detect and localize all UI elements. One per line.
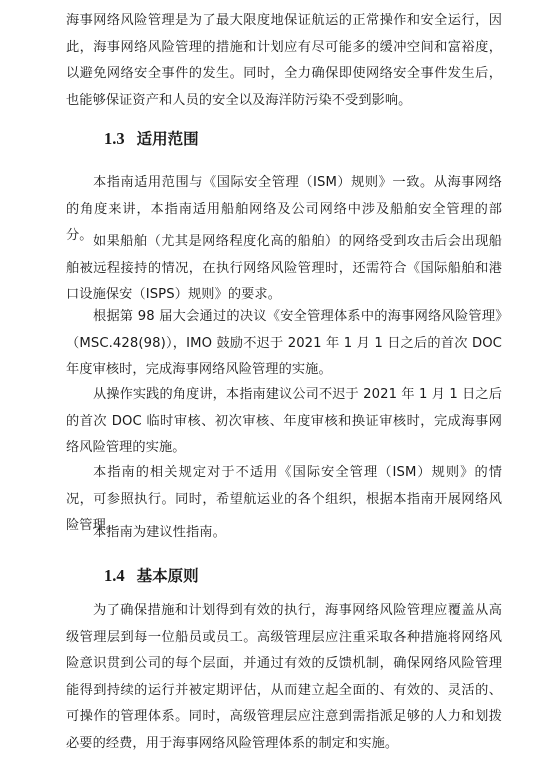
- paragraph-scope-isps: 如果船舶（尤其是网络程度化高的船舶）的网络受到攻击后会出现船舶被远程接持的情况，在执行网络风险管理时，还需符合《国际船舶和港口设施保安（ISPS）规则》的要求。: [66, 234, 502, 302]
- paragraph-non-ism-application: 本指南的相关规定对于不适用《国际安全管理（ISM）规则》的情况，可参照执行。同时，希望航运业的各个组织，根据本指南开展网络风险管理。: [66, 465, 502, 533]
- paragraph-risk-management-goal: 海事网络风险管理是为了最大限度地保证航运的正常操作和安全运行，因此，海事网络风险管理的措施和计划应有尽可能多的缓冲空间和富裕度，以避免网络安全事件的发生。同时，全力确保即使网络安全事件发生后，也能够保证资产和人员的安全以及海洋防污染不受到影响。: [66, 13, 502, 108]
- section-heading-basic-principles: [104, 564, 199, 588]
- paragraph-msc-resolution: 根据第 98 届大会通过的决议《安全管理体系中的海事网络风险管理》（MSC.428(98)），IMO 鼓励不迟于 2021 年 1 月 1 日之后的首次 DOC 年度审核时，完成海事网络风险管理的实施。: [66, 309, 502, 377]
- paragraph-management-principles: 为了确保措施和计划得到有效的执行，海事网络风险管理应覆盖从高级管理层到每一位船员或员工。高级管理层应注重采取各种措施将网络风险意识贯到公司的每个层面，并通过有效的反馈机制，确保网络风险管理能得到持续的运行并被定期评估，从而建立起全面的、有效的、灵活的、可操作的管理体系。同时，高级管理层应注意到需指派足够的人力和划拨必要的经费，用于海事网络风险管理体系的制定和实施。: [66, 603, 502, 751]
- section-title: 基本原则: [136, 567, 199, 585]
- section-title: 适用范围: [136, 130, 199, 148]
- section-number: 1.3: [104, 129, 125, 148]
- paragraph-doc-audit: 从操作实践的角度讲，本指南建议公司不迟于 2021 年 1 月 1 日之后的首次 DOC 临时审核、初次审核、年度审核和换证审核时，完成海事网络风险管理的实施。: [66, 387, 502, 455]
- section-heading-scope: [104, 127, 199, 151]
- section-number: 1.4: [104, 566, 125, 585]
- paragraph-scope-ism: 本指南适用范围与《国际安全管理（ISM）规则》一致。从海事网络的角度来讲，本指南适用船舶网络及公司网络中涉及船舶安全管理的部分。: [66, 175, 502, 243]
- paragraph-advisory-note: 本指南为建议性指南。: [93, 525, 226, 540]
